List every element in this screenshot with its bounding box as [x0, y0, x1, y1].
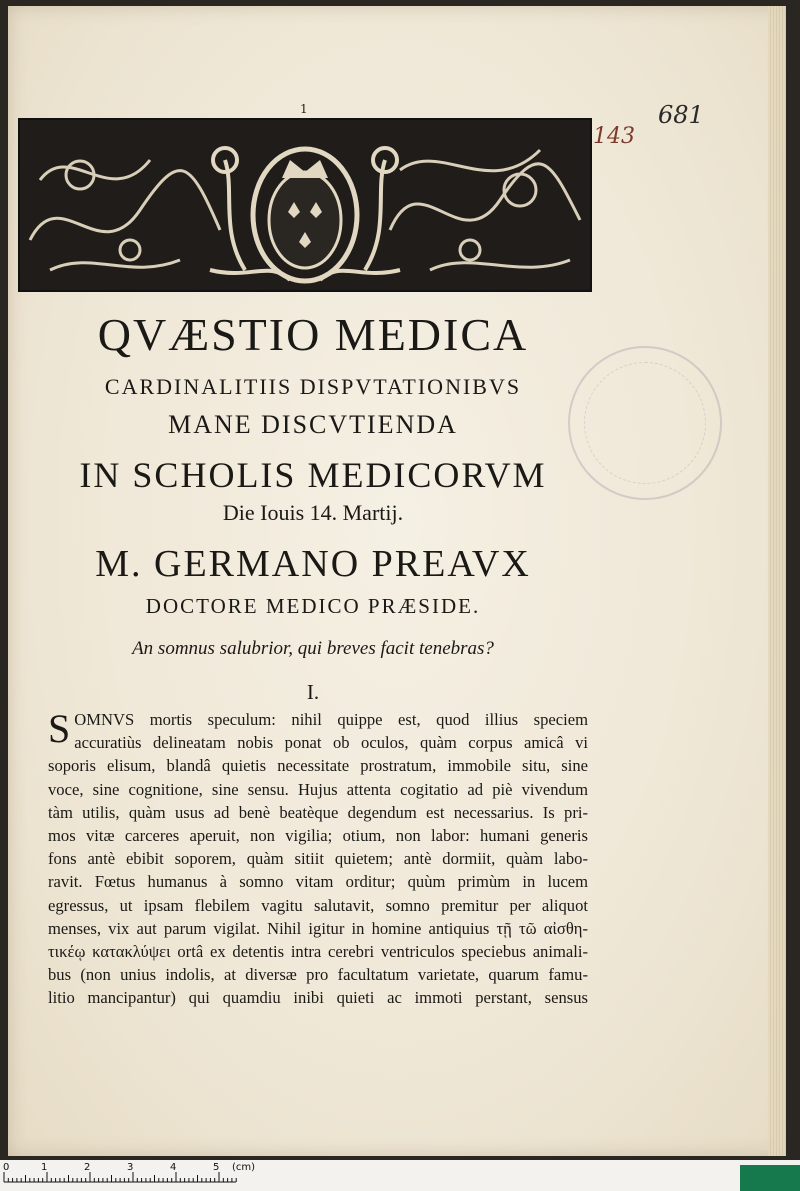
body-line: mos vitæ carceres aperuit, non vigilia; otium, non labor: humani generis [48, 826, 588, 846]
title-praeses: M. GERMANO PREAVX [95, 543, 531, 585]
title-line-7: DOCTORE MEDICO PRÆSIDE. [145, 594, 481, 618]
drop-cap: S [48, 706, 71, 751]
body-line: egressus, ut ipsam flebilem vagitu salutavit, somno premitur per aliquot [48, 895, 588, 915]
section-numeral: I. [306, 680, 320, 704]
page-number: 1 [300, 102, 308, 116]
body-line: menses, vix aut parum vigilat. Nihil igitur in homine antiquius τῇ τῶ αἰσθη- [48, 918, 588, 938]
color-target-strip [740, 1165, 800, 1191]
title-line-4: IN SCHOLIS MEDICORVM [79, 455, 547, 495]
page-edge [768, 6, 786, 1156]
ruler-label: 5 [213, 1162, 220, 1173]
handwritten-note-black: 681 [658, 101, 704, 129]
ruler-label: 0 [3, 1162, 10, 1173]
body-line: bus (non unius indolis, at diversæ pro facultatum varietate, quarum famu- [48, 965, 588, 985]
body-line: accuratiùs delineatam nobis ponat ob oculos, quàm corpus amicâ vi [74, 733, 588, 753]
body-line: OMNVS mortis speculum: nihil quippe est, quod illius speciem [74, 710, 588, 729]
question-heading: An somnus salubrior, qui breves facit tenebras? [132, 638, 494, 659]
body-line: soporis elisum, blandâ quietis necessitate prostratum, immobile situ, sine [48, 756, 588, 776]
title-line-1: QVÆSTIO MEDICA [97, 309, 529, 360]
ornamental-headpiece [18, 118, 592, 292]
body-line: τικέῳ κατακλύψει ortâ ex detentis intra cerebri ventriculos speciebus animali- [48, 942, 588, 962]
body-line: voce, sine cognitione, sine sensu. Hujus attenta cogitatio ad piè vivendum [48, 779, 588, 799]
book-page [8, 6, 786, 1156]
body-line: tàm utilis, quàm usus ad benè beatèque degendum est necessarius. Is pri- [48, 802, 588, 822]
ruler-label: 1 [41, 1162, 48, 1173]
scale-ruler [0, 1160, 800, 1191]
body-line: ravit. Fœtus humanus à somno vitam orditur; quùm primùm in lucem [48, 872, 588, 892]
body-line: fons antè ebibit soporem, quàm sitiit quietem; antè dormiit, quàm labo- [48, 849, 588, 869]
title-date: Die Iouis 14. Martij. [222, 500, 404, 525]
ruler-label: 3 [127, 1162, 134, 1173]
headpiece-woodcut [20, 120, 590, 290]
ruler-label: 4 [170, 1162, 177, 1173]
body-line: litio mancipantur) qui quamdiu inibi quieti ac immoti perstant, sensus [48, 988, 588, 1008]
handwritten-note-red: 143 [593, 124, 635, 149]
title-line-3: MANE DISCVTIENDA [168, 410, 458, 439]
title-line-2: CARDINALITIIS DISPVTATIONIBVS [104, 374, 522, 399]
body-text [48, 708, 588, 1010]
ruler-label: 2 [84, 1162, 91, 1173]
ruler-ticks [0, 1160, 800, 1191]
ruler-unit: (cm) [232, 1162, 256, 1173]
